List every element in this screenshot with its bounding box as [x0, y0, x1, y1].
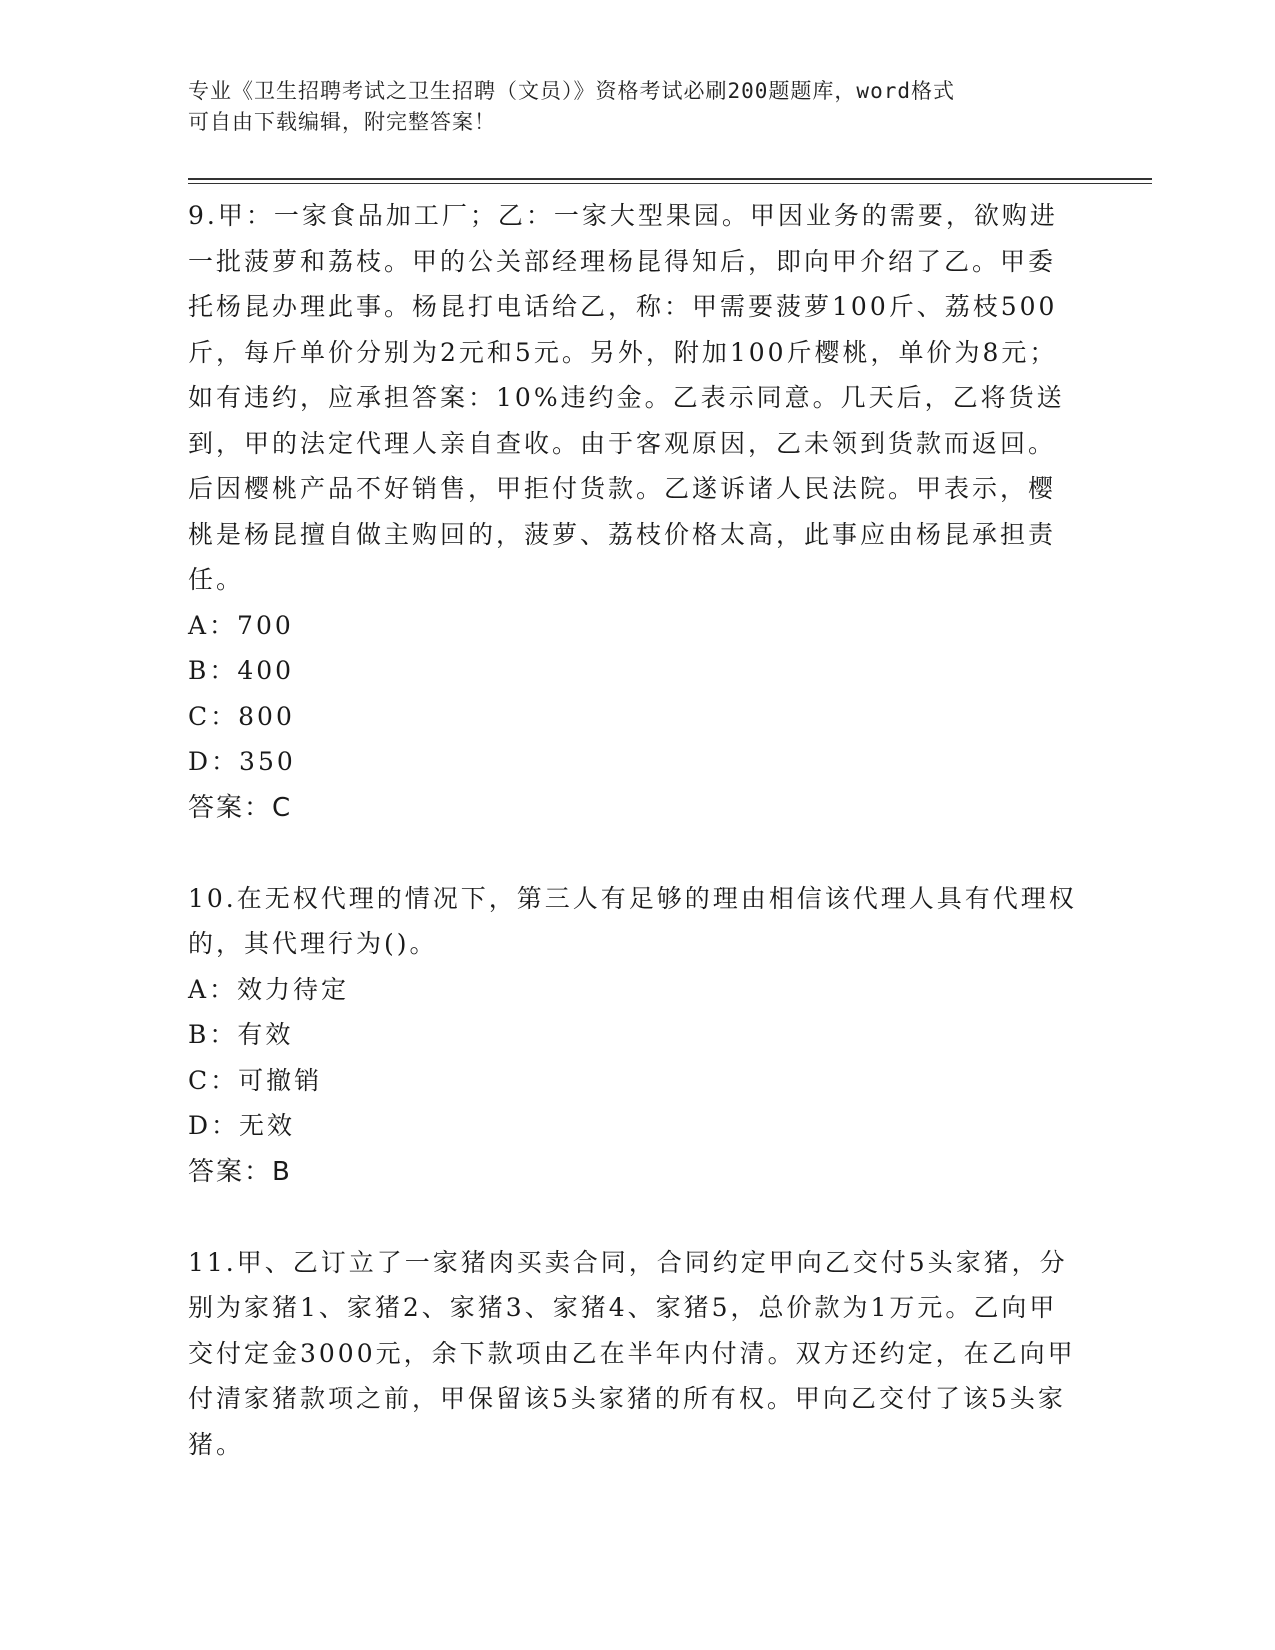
document-header — [188, 76, 1068, 138]
option-c: C：可撤销 — [188, 1065, 323, 1095]
question-text: 9.甲：一家食品加工厂；乙：一家大型果园。甲因业务的需要，欲购进一批菠萝和荔枝。甲的公关部经理杨昆得知后，即向甲介绍了乙。甲委托杨昆办理此事。杨昆打电话给乙，称：甲需要菠萝100斤、荔枝500斤，每斤单价分别为2元和5元。另外，附加100斤樱桃，单价为8元；如有违约，应承担答案：10%违约金。乙表示同意。几天后，乙将货送到，甲的法定代理人亲自查收。由于客观原因，乙未领到货款而返回。后因樱桃产品不好销售，甲拒付货款。乙遂诉诸人民法院。甲表示，樱桃是杨昆擅自做主购回的，菠萝、荔枝价格太高，此事应由杨昆承担责任。 — [188, 201, 1065, 594]
question-9 — [188, 193, 1078, 831]
option-b: B：有效 — [188, 1020, 294, 1049]
question-11 — [188, 1240, 1078, 1468]
header-divider-thin — [188, 183, 1152, 184]
question-text: 11.甲、乙订立了一家猪肉买卖合同，合同约定甲向乙交付5头家猪，分别为家猪1、家猪2、家猪3、家猪4、家猪5，总价款为1万元。乙向甲交付定金3000元，余下款项由乙在半年内付清。双方还约定，在乙向甲付清家猪款项之前，甲保留该5头家猪的所有权。甲向乙交付了该5头家猪。 — [188, 1247, 1076, 1459]
option-a: A：效力待定 — [188, 974, 350, 1004]
header-divider-thick — [188, 178, 1152, 180]
question-list — [188, 193, 1078, 1467]
answer-text: 答案：B — [188, 1156, 292, 1187]
option-d: D：350 — [188, 747, 296, 776]
question-10 — [188, 876, 1078, 1195]
option-d: D：无效 — [188, 1111, 296, 1140]
option-b: B：400 — [188, 656, 295, 685]
option-a: A：700 — [188, 610, 294, 640]
header-line-1: 专业《卫生招聘考试之卫生招聘（文员）》资格考试必刷200题题库，word格式 — [188, 79, 955, 103]
question-text: 10.在无权代理的情况下，第三人有足够的理由相信该代理人具有代理权的，其代理行为()。 — [188, 883, 1077, 958]
option-c: C：800 — [188, 701, 295, 731]
answer-text: 答案：C — [188, 792, 293, 823]
header-line-2: 可自由下载编辑，附完整答案！ — [188, 110, 496, 134]
